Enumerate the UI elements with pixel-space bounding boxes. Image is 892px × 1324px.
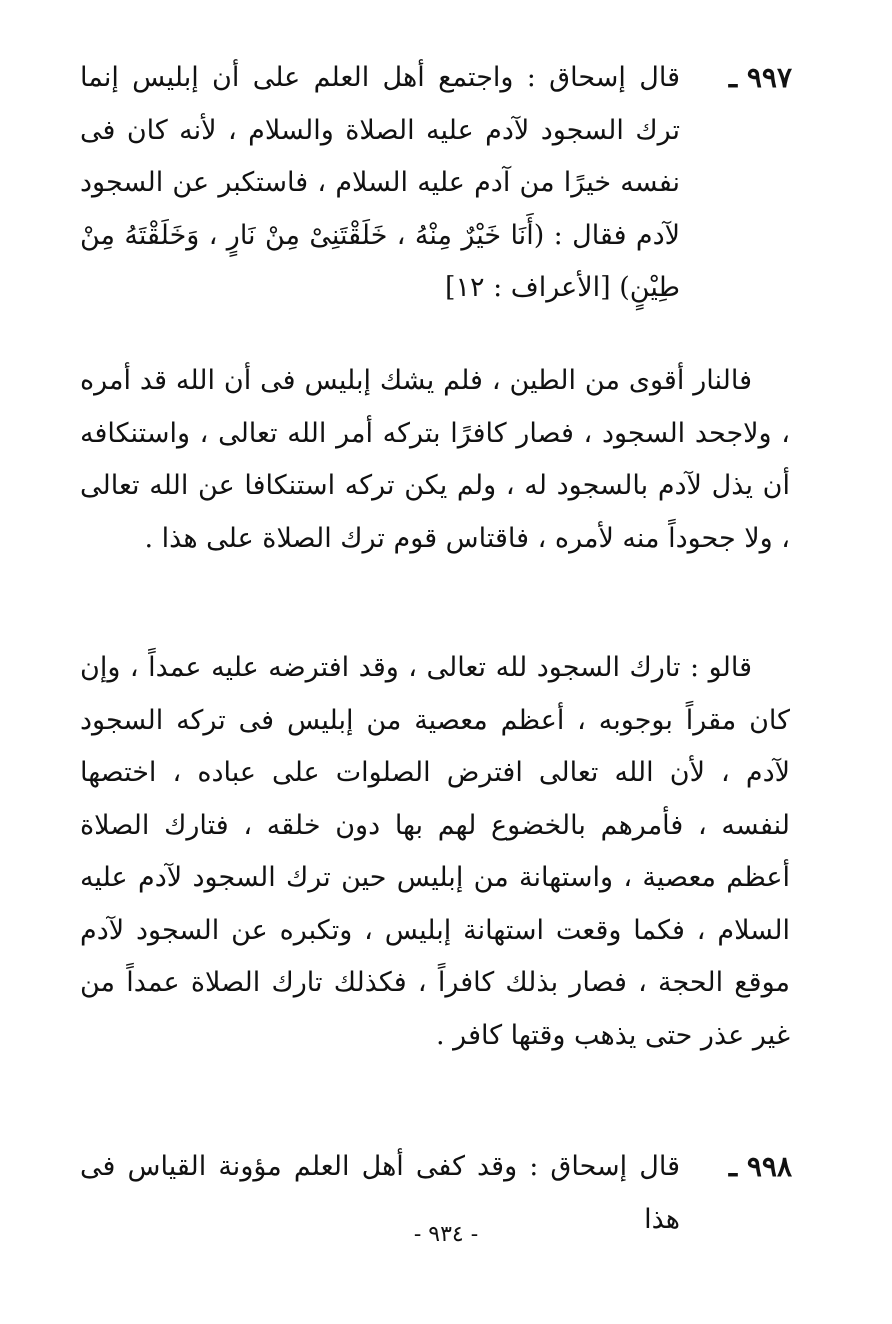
entry-number: ٩٩٧ ـ (728, 61, 792, 94)
entry-number: ٩٩٨ ـ (728, 1150, 792, 1183)
paragraph: قالو : تارك السجود لله تعالى ، وقد افترضه عليه عمداً ، وإن كان مقراً بوجوبه ، أعظم معصية من إبليس فى تركه السجود لآدم ، لأن الله تعالى افترض الصلوات على عباده ، اختصها لنفسه ، فأمرهم بالخضوع لهم بها دون خلقه ، فتارك الصلاة أعظم معصية ، واستهانة من إبليس حين ترك السجود لآدم عليه السلام ، فكما وقعت استهانة إبليس ، وتكبره عن السجود لآدم موقع الحجة ، فصار بذلك كافراً ، فكذلك تارك الصلاة عمداً من غير عذر حتى يذهب وقتها كافر . (80, 652, 790, 1051)
paragraph: فالنار أقوى من الطين ، فلم يشك إبليس فى أن الله قد أمره ، ولاجحد السجود ، فصار كافرًا بتركه أمر الله تعالى ، واستنكافه أن يذل لآدم بالسجود له ، ولم يكن تركه استنكافا عن الله تعالى ، ولا جحوداً منه لأمره ، فاقتاس قوم ترك الصلاة على هذا . (80, 365, 790, 554)
page-number: - ٩٣٤ - (413, 1222, 479, 1247)
entry-text: قال إسحاق : وقد كفى أهل العلم مؤونة القياس فى هذا (80, 1151, 680, 1235)
entry-text: قال إسحاق : واجتمع أهل العلم على أن إبليس إنما ترك السجود لآدم عليه الصلاة والسلام ، لأنه كان فى نفسه خيرًا من آدم عليه السلام ، فاستكبر عن السجود لآدم فقال : (أَنَا خَيْرٌ مِنْهُ ، خَلَقْتَنِىْ مِنْ نَارٍ ، وَخَلَقْتَهُ مِنْ طِيْنٍ) [الأعراف : ١٢] (80, 62, 680, 303)
entry-997 (80, 52, 790, 315)
